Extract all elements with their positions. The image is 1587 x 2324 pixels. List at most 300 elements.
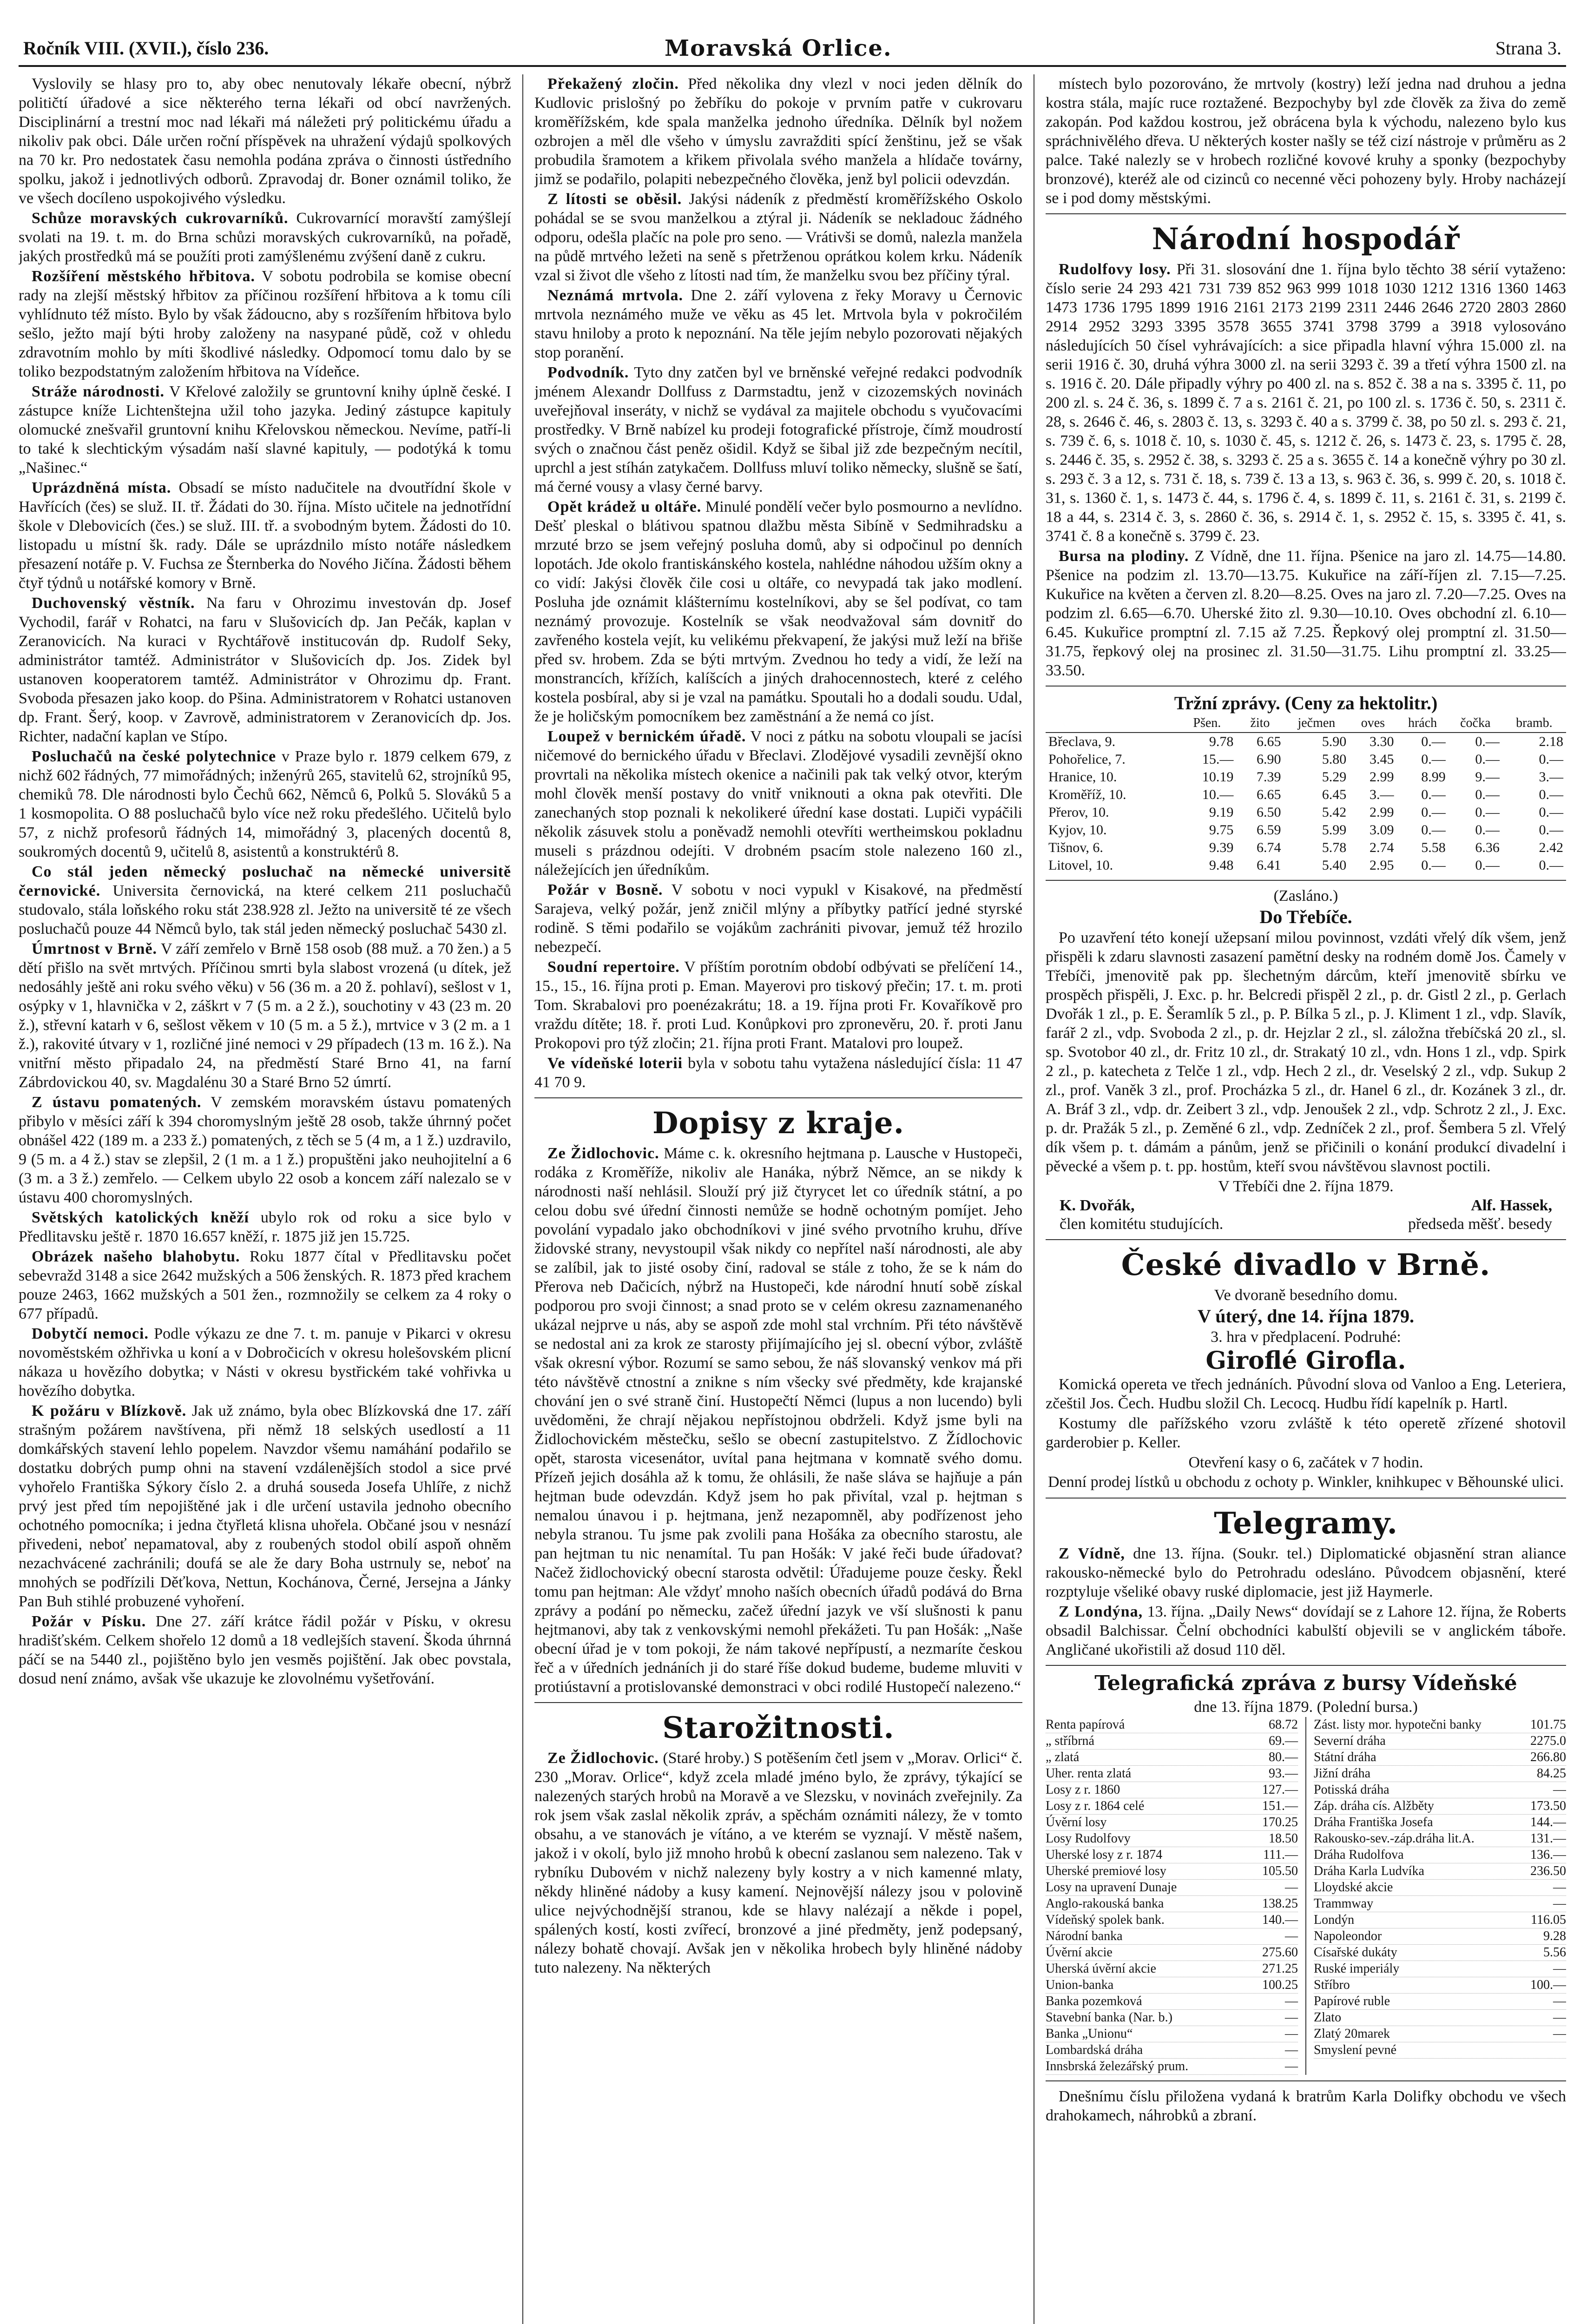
article-heading: Dobytčí nemoci. (32, 1325, 149, 1342)
bourse-row (1046, 1750, 1298, 1766)
bourse-row (1046, 1733, 1298, 1750)
article-heading: Z Vídně, (1059, 1545, 1125, 1562)
article-text: Universita černovická, na které celkem 211 posluchačů studovalo, stála loňského roku stát 238.928 zl. Ježto na universitě té ze všech posluchačů pouze 44 Němců bylo, tak stál jeden německý posluchač 5430 zl. (19, 882, 511, 938)
bourse-security: Úvěrní akcie (1046, 1945, 1113, 1960)
article (19, 594, 511, 746)
article (534, 74, 1022, 189)
table-cell: 3.— (1369, 787, 1394, 802)
table-header-cell: bramb. (1502, 714, 1566, 733)
bourse-heading: Telegrafická zpráva z bursy Vídeňské (1094, 1671, 1517, 1695)
bourse-security: Dráha Karla Ludvíka (1314, 1864, 1424, 1878)
bourse-security: Severní dráha (1314, 1734, 1386, 1748)
table-cell: 9.39 (1209, 840, 1234, 855)
table-cell: 0.— (1475, 734, 1500, 749)
table-cell: 5.90 (1322, 734, 1347, 749)
table-cell: 2.74 (1369, 840, 1394, 855)
article (19, 939, 511, 1092)
bourse-security: Jižní dráha (1314, 1766, 1371, 1781)
table-cell: 0.— (1475, 787, 1500, 802)
article-text: Máme c. k. okresního hejtmana p. Lausche v Hustopeči, rodáka z Kroměříže, nikoliv ale Hanáka, nýbrž Němce, an se nikdy k národnosti naší nehlásil. Slouží prý již čtyrycet let co úředník státní, a po celou dobu své úřední činnosti nemůže se hodně ochotným pomíjet. Jeho povolání vypadalo jako obchodníkovi v jiné svého prvotního kruhu, dříve židovské strany, nevystoupil však nikdy co nepřítel naší národnosti, ale aby se zalíbil, jak to jisté osoby činí, radoval se stále z toho, že se k nám do Přerova neb Dačicích, nýbrž na Hustopeči, kde národní hnutí sobě získal podporou pro svoji činnost; a snad proto se v celém okresu zaznamenaného ukázal nejprve u nás, aby se aspoň zde mohl stal vrchním. Při této návštěvě se nedostal ani za krok ze starosty přijímajícího jej sl. obecní výbor, zvláště však okresní výbor. Rozumí se samo sebou, že náš slovanský venkov má při této návštěvě ctnostní a znikne s ním všecky své předměty, kde krajanské chování jen o své straně činí. Hustopečtí Němci (lupus a non lucendo) byli uvědoměni, že chrají nějakou nepřístojnou obdrželi. Když jsme byli na Židlochovickém městečku, sešlo se obecní zastupitelstvo. Z Žídlochovic opět, starosta vicesenátor, uvítal pana hejtmana v komnatě svého domu. Přízeň jejich dosáhla až k tomu, že ohlásili, že naše sláva se hajňuje a pán hejtman bude odevzdán. Když jsem ho pak přivítal, vzal p. hejtman s nemalou únavou i p. hejtmana, jenž nezapomněl, aby podřízenost jeho nebyla stranou. Tu jsme pak zvolili pana Hošáka za obecního starostu, ale pan hejtman tu nic nenamítal. Tu pan Hošák: V jaké řeči bude úřadovat? Načež židlochovický obecní starosta odvětil: Úřadujeme pouze česky. Řekl tomu pan hejtman: Ale vždyť mnoho naších obecních úřadů podává do Brna zprávy a podání po německu, začež úřední jazyk ve vší slušnosti k panu hejtmanovi, aby tak z venkovskými nemohl překážeti. Tu pan Hošák: „Naše obecní úřad je v tom pokoji, že nám takové nepřípustí, a nezmaríte českou řeč a v úředních jednáních ji do staré říše dokud budeme, budeme mluviti v protiústavní a protislovanské demonstraci v obci rodilé Hustopečí nalezeno.“ (534, 1145, 1022, 1696)
table-row (1046, 786, 1566, 804)
bourse-price: 93.— (1269, 1766, 1298, 1781)
table-cell: 7.39 (1257, 769, 1281, 785)
signature-left-role: člen komitétu studujících. (1060, 1215, 1224, 1233)
article-text: v Praze bylo r. 1879 celkem 679, z nichž 602 řádných, 77 mimořádných; inženýrů 265, stavitelů 62, strojníků 95, chemiků 78. Dle národnosti bylo Čechů 662, Němců 6, Polků 5. Slováků 5 a 1 kosmopolita. O 88 posluchačů bylo více než roku předešlého. Učitelů bylo 57, z nichž profesorů řádných 14, mimořádný 3, placených docentů 8, soukromých docentů 9, učitelů 8, asistentů a konstruktérů 8. (19, 748, 511, 860)
table-row (1046, 839, 1566, 857)
table-cell: 6.65 (1257, 787, 1281, 802)
article (534, 1054, 1022, 1092)
market-table-title: Tržní zprávy. (Ceny za hektolitr.) (1174, 693, 1438, 713)
table-header-row (1046, 714, 1566, 733)
bourse-security: Státní dráha (1314, 1750, 1376, 1764)
bourse-price: 127.— (1262, 1783, 1298, 1797)
article-heading: Úmrtnost v Brně. (32, 940, 158, 957)
bourse-row (1046, 1717, 1298, 1733)
table-header-cell (1046, 714, 1178, 733)
table-cell: 5.42 (1322, 805, 1347, 820)
table-cell: 0.— (1421, 752, 1446, 767)
article (19, 267, 511, 381)
bourse-row (1046, 1896, 1298, 1912)
section-rule (534, 1702, 1022, 1703)
bourse-row (1046, 2026, 1298, 2042)
bourse-security: Banka „Unionu“ (1046, 2027, 1133, 2041)
telegrams-heading: Telegramy. (1214, 1506, 1398, 1541)
bourse-row (1314, 2010, 1566, 2026)
section-heading-hospodar: Národní hospodář (1152, 222, 1460, 257)
bourse-price: 9.28 (1543, 1929, 1566, 1943)
table-cell: 9.75 (1209, 822, 1234, 838)
bourse-security: Losy Rudolfovy (1046, 1831, 1131, 1846)
table-cell: Kroměříž, 10. (1048, 787, 1126, 802)
article-heading: Ze Židlochovic. (547, 1145, 659, 1162)
table-cell: 9.— (1475, 769, 1500, 785)
article (1046, 1602, 1566, 1659)
column-1 (19, 74, 511, 2324)
zaslano-heading: Do Třebíče. (1259, 906, 1352, 927)
article-text: Na faru v Ohrozimu investován dp. Josef Vychodil, farář v Rohatci, na faru v Slušovicích dp. Jan Pečák, kaplan v Zeranovicích. Na kuraci v Rychtářově institucován dp. Rudolf Seky, administrátor tamtéž. Administrátor v Slušovicích dp. Jos. Zidek byl ustanoven kooperatorem tamtéž. Administrátor v Ohrozimu dp. Frant. Svoboda přesazen jako koop. do Pšina. Administratorem v Rohatci ustanoven dp. Frant. Šerý, koop. v Zavrově, administratorem v Zeranovicích dp. Jos. Richter, nadační kaplan ve Stípo. (19, 594, 511, 745)
bourse-price: 68.72 (1269, 1717, 1298, 1732)
bourse-security: Císařské dukáty (1314, 1945, 1397, 1960)
article-heading: Ze Židlochovic. (547, 1750, 659, 1767)
bourse-security: Národní banka (1046, 1929, 1123, 1943)
article-text: Před několika dny vlezl v noci jeden dělník do Kudlovic prislošný po žebříku do pokoje v prvním patře v cukrovaru kroměřížském, kde spala manželka jednoho úředníka. Dělník byl nožem ozbrojen a měl dle všeho v úmyslu zavražditi spící ženštinu, jež se však probudila šramotem a křikem přivolala svého manžela a hlídače továrny, jimž se podařilo, polapiti nebezpečného člověka, jenž byl policii odevzdán. (534, 75, 1022, 188)
bourse-row (1046, 1961, 1298, 1977)
bourse-security: Smyslení pevné (1314, 2043, 1397, 2057)
bourse-price: 84.25 (1537, 1766, 1566, 1781)
article-heading: Bursa na plodiny. (1059, 548, 1189, 565)
bourse-price: — (1285, 1929, 1298, 1943)
section-rule (1046, 686, 1566, 687)
table-cell: 3.45 (1369, 752, 1394, 767)
bourse-price: — (1285, 2010, 1298, 2025)
table-cell: 15.— (1202, 752, 1234, 767)
article (1046, 74, 1566, 208)
article-text: Obsadí se místo nadučitele na dvoutřídní škole v Havřících (čes) se služ. II. tř. Žádati do 30. října. Místo učitele na jednotřídní škole v Dlebovicích (čes.) se služ. III. tř. a svobodným bytem. Žádosti do 10. listopadu u místní šk. rady. Dále se uprázdnilo místo notáře následkem přesazení notáře p. V. Fuchsa ze Šternberka do Nového Jičína. Žádosti během čtyř týdnů u notářské komory v Brně. (19, 479, 511, 592)
table-cell: 0.— (1539, 787, 1563, 802)
table-row (1046, 733, 1566, 751)
article-heading: Světských katolických kněží (32, 1209, 249, 1226)
zaslano-label: (Zasláno.) (1273, 887, 1338, 905)
bourse-security: Anglo-rakouská banka (1046, 1896, 1164, 1911)
bourse-price: — (1285, 2059, 1298, 2073)
table-cell: 5.29 (1322, 769, 1347, 785)
article (19, 862, 511, 938)
table-row (1046, 768, 1566, 786)
signature-roles (1046, 1215, 1566, 1234)
table-row (1046, 857, 1566, 874)
article (534, 497, 1022, 726)
table-cell: 5.80 (1322, 752, 1347, 767)
bourse-price: 136.— (1530, 1848, 1566, 1862)
table-cell: 2.99 (1369, 769, 1394, 785)
bourse-row (1046, 1994, 1298, 2010)
bourse-row (1046, 2010, 1298, 2026)
article-heading: Ve vídeňské loterii (547, 1055, 683, 1072)
section-rule (1046, 1665, 1566, 1666)
bourse-row (1314, 1896, 1566, 1912)
table-cell: 6.90 (1257, 752, 1281, 767)
table-cell: Tišnov, 6. (1048, 840, 1103, 855)
bourse-column-left (1046, 1717, 1298, 2075)
article-heading: Požár v Bosně. (547, 881, 663, 898)
theatre-date: V úterý, dne 14. října 1879. (1198, 1306, 1414, 1327)
bourse-price: 131.— (1530, 1831, 1566, 1846)
bourse-row (1046, 1798, 1298, 1815)
article-text: (Staré hroby.) S potěšením četl jsem v „Morav. Orlici“ č. 230 „Morav. Orlice“, když zcela mladé jméno bylo, že zprávy, týkající se nalezených starých hrobů na Moravě a ve Slezsku, v novinách zveřejnily. Za rok jsem však zaslal několik zpráv, a spěchám oznámiti nálezy, že v tomto obsahu, a ve stanovách je vítáno, a ve kterém se vyznají. V městě našem, jakož i v okolí, bylo již mnoho hrobů k obecní zaslanou sem nalezeno. Tak v rybníku Dubovém v nichž nalezeny byly kostry a v nich kamenné mlaty, někdy hliněné nádoby a kusy kamení. Nejnovější nálezy jsou v polovině ulice nejvýchodnější stranou, kde se hlavy nalézají a někde i popel, spálených kostí, kosti zvířecí, bronzové a jiné předměty, jenž podepsaný, nálezy bohatě chovají. Avšak jen v několika hrobech byly hliněné nádoby tuto nalezeny. Na některých (534, 1750, 1022, 1976)
bourse-security: Potisská dráha (1314, 1783, 1389, 1797)
bourse-row (1046, 2042, 1298, 2059)
article-text: Vyslovily se hlasy pro to, aby obec nenutovaly lékaře obecní, nýbrž političtí úřadové a sice některého terna lékaři od obcí navržených. Disciplinární a trestní moc nad lékaři má náležeti prý politickému úřadu a nikoliv pak obci. Dále určen roční příspěvek na uhražení výdajů spolkových na 70 kr. Pro nedostatek času nemohla podána zpráva o činnosti ústředního spolku, jakož i jednotlivých odborů. Zpravodaj dr. Boner oznámil toliko, že ve všech docíleno uspokojivého výsledku. (19, 75, 511, 207)
table-cell: 6.65 (1257, 734, 1281, 749)
article-heading: Překažený zločin. (547, 75, 679, 92)
table-cell: 2.95 (1369, 858, 1394, 873)
bourse-security: Zást. listy mor. hypotečni banky (1314, 1717, 1482, 1732)
section-rule (1046, 1498, 1566, 1499)
bourse-row (1314, 2026, 1566, 2042)
bourse-row (1314, 1880, 1566, 1896)
bourse-security: Lloydské akcie (1314, 1880, 1393, 1895)
bourse-security: Lombardská dráha (1046, 2043, 1143, 2057)
bourse-row (1314, 1733, 1566, 1750)
article (534, 1749, 1022, 1977)
bourse-security: Záp. dráha cís. Alžběty (1314, 1799, 1434, 1813)
table-cell: 0.— (1421, 805, 1446, 820)
table-cell: 9.48 (1209, 858, 1234, 873)
article (1046, 1544, 1566, 1601)
bourse-price: — (1553, 1783, 1566, 1797)
article-text: V září zemřelo v Brně 158 osob (88 muž. a 70 žen.) a 5 dětí přišlo na svět mrtvých. Příčinou smrti byla slabost vrozená (u dítek, jež nedosáhly ještě ani roku svého věku) v 56 (36 m. a 20 ž. pohlaví), sešlost v 1, osýpky v 1, hlavnička v 2, záškrt v 7 (5 m. a 2 ž.), souchotiny v 43 (23 m. 20 ž.), střevní katarh v 6, sešlost věkem v 10 (5 m. a 5 ž.), mrtvice v 3 (2 m. a 1 ž.), rakovité útvary v 1, rozličné jiné nemoci v 29 případech (13 m. 16 ž.). Na vnitřní město připadalo 24, na předměstí Staré Brno 41, na farní Zábrdovickou 40, sv. Magdalénu 30 a Staré Brno 52 úmrtí. (19, 940, 511, 1091)
article (19, 1401, 511, 1611)
table-cell: 0.— (1475, 822, 1500, 838)
article (1046, 547, 1566, 680)
bourse-price: — (1553, 1896, 1566, 1911)
bourse-divider (1305, 1717, 1306, 2075)
article-text: Dne 27. září krátce řádil požár v Písku, v okresu hradišťském. Celkem shořelo 12 domů a 18 vedlejších stavení. Škoda úhrnná páčí se na 5440 zl., pojištěno bylo jen vesměs pojištění. Jak obec povstala, dosud není známo, avšak vše ukazuje ke zlovolnému vyšetřování. (19, 1613, 511, 1687)
bourse-security: Renta papírová (1046, 1717, 1125, 1732)
bourse-row (1046, 1863, 1298, 1880)
bourse-row (1314, 1912, 1566, 1928)
article-text: Z Vídně, dne 11. října. Pšenice na jaro zl. 14.75—14.80. Pšenice na podzim zl. 13.70—13.75. Kukuřice na září-říjen zl. 7.15—7.25. Kukuřice na květen a červen zl. 8.20—8.25. Oves na jaro zl. 7.20—7.25. Oves na podzim zl. 6.65—6.70. Uherské žito zl. 9.30—10.10. Oves obchodní zl. 6.10—6.45. Kukuřice promptní zl. 7.15 až 7.25. Řepkový olej promptní zl. 31.50—31.75, řepkový olej na prosinec zl. 31.50—31.75. Lihu promptní zl. 33.25—33.50. (1046, 548, 1566, 679)
bourse-security: Dráha Františka Josefa (1314, 1815, 1433, 1829)
header-rule (19, 65, 1566, 67)
article (19, 1324, 511, 1400)
table-cell: 6.36 (1475, 840, 1500, 855)
table-cell: 2.99 (1369, 805, 1394, 820)
bourse-price: 236.50 (1530, 1864, 1566, 1878)
bourse-row (1046, 1815, 1298, 1831)
bourse-price: — (1553, 2010, 1566, 2025)
bourse-row (1314, 1847, 1566, 1863)
article-text: Jak už známo, byla obec Blízkovská dne 17. září strašným požárem navštívena, při němž 18 selských usedlostí a 11 domkářských stavení lehlo popelem. Navzdor všemu namáhání podařilo se dostatku dobrých pump ohni na stavení vzdálenějších stodol a sice prvé vyhořelo Františka Sýkory číslo 2. a druhá souseda Josefa Uhlíře, z nichž prvý jest před tím nepojištěné jak i dle určení ustavila jednoho obecního ochotného pomocníka; i jedna čtyřletá klisna uhořela. Občané jsou v nesnází přivedeni, neboť nepamatoval, aby z roubených stodol obilí aspoň ohněm nezachvácené zachránili; doufá se ale že dary Boha ustrnuly se, neboť na mnohých se podřízili Děťkova, Nettun, Kochánova, Černé, Jersejna a Jánky Pan Buh stihlé probuzené vyhoření. (19, 1402, 511, 1610)
theatre-heading: České divadlo v Brně. (1121, 1248, 1491, 1282)
article (534, 957, 1022, 1053)
article-heading: Z Londýna, (1059, 1603, 1143, 1620)
bourse-price: 173.50 (1530, 1799, 1566, 1813)
bourse-row (1046, 1977, 1298, 1994)
bourse-security: Uherské premiové losy (1046, 1864, 1166, 1878)
bourse-security: Losy na upravení Dunaje (1046, 1880, 1177, 1895)
bourse-row (1046, 1766, 1298, 1782)
bourse-price: 100.— (1530, 1978, 1566, 1992)
article-heading: Rozšíření městského hřbitova. (32, 268, 255, 285)
article (19, 1247, 511, 1323)
bourse-security: Zlato (1314, 2010, 1342, 2025)
table-cell: 0.— (1475, 805, 1500, 820)
table-cell: 0.— (1421, 822, 1446, 838)
bourse-security: Losy z r. 1860 (1046, 1783, 1120, 1797)
bourse-price: 100.25 (1262, 1978, 1298, 1992)
table-cell: 2.18 (1539, 734, 1563, 749)
bourse-row (1314, 2042, 1566, 2059)
table-row (1046, 821, 1566, 839)
bourse-price: 271.25 (1262, 1961, 1298, 1976)
table-cell: 0.— (1539, 805, 1563, 820)
article-heading: Duchovenský věstník. (32, 594, 195, 612)
article-heading: Uprázdněná místa. (32, 479, 171, 496)
article-text: V Křelové založily se gruntovní knihy úplně české. I zástupce kníže Lichtenštejna užil toho jazyka. Jediný zástupce kapituly olomucké znešvařil gruntovní knihu Křelovskou německou. Nevíme, patří-li to také k slechtickým výsadám naší slavné kapituly, — podotýká k tomu „Našinec.“ (19, 383, 511, 476)
bourse-security: „ zlatá (1046, 1750, 1080, 1764)
bourse-price: 18.50 (1269, 1831, 1298, 1846)
bourse-row (1046, 1831, 1298, 1847)
bourse-price: — (1285, 2027, 1298, 2041)
table-cell: 6.45 (1322, 787, 1347, 802)
bourse-row (1046, 1782, 1298, 1798)
article (534, 363, 1022, 496)
bourse-row (1314, 1766, 1566, 1782)
article-heading: Z lítosti se oběsil. (547, 191, 682, 208)
table-cell: 5.99 (1322, 822, 1347, 838)
article-text: Tyto dny zatčen byl ve brněnské veřejné redakci podvodník jménem Alexandr Dollfuss z Darmstadtu, jenž v cizozemských novinách uveřejňoval inseráty, v nichž se vydával za majitele obchodu s vyučovacími prostředky. V Brně nabízel ku prodeji fotografické přístroje, čímž moudrostí svých o značnou část peněz ošidil. Když se šibal již zde bezpečným necítil, uprchl a jest stíhán zatykačem. Dollfuss mluví toliko německy, slušně se šatí, má černé vousy a vlasy černé barvy. (534, 364, 1022, 495)
bourse-price: 266.80 (1530, 1750, 1566, 1764)
bourse-price: 2275.0 (1530, 1734, 1566, 1748)
article-heading: Opět krádež u oltáře. (547, 498, 702, 515)
bourse-row (1314, 1994, 1566, 2010)
article-text: V noci z pátku na sobotu vloupali se jacísi ničemové do bernického úřadu v Břeclavi. Zlodějové vysadili zevnější okno provrtali na několika místech okenice a načinili pak tak velký otvor, kterým mohl člověk menší postavy do vnitř vniknouti a okna pak otevřiti. Dle zanechaných stop poznali k nekolikeré úřední kase dostati. Lupiči vypáčili několik zásuvek stolu a poněvadž nemohli otevříti wertheimskou pokladnu museli s prázdnou odejíti. V drobném psacím stole nalezeno 160 zl., náležejících jen úředníkům. (534, 728, 1022, 878)
bourse-row (1046, 1945, 1298, 1961)
bourse-security: Vídeňský spolek bank. (1046, 1913, 1165, 1927)
article (19, 478, 511, 593)
bourse-price: 111.— (1263, 1848, 1298, 1862)
bourse-security: Stavební banka (Nar. b.) (1046, 2010, 1172, 2025)
table-cell: 5.58 (1421, 840, 1446, 855)
article-heading: Požár v Písku. (32, 1613, 146, 1630)
theatre-venue: Ve dvoraně besedního domu. (1214, 1287, 1398, 1304)
bourse-row (1314, 1945, 1566, 1961)
table-cell: 6.74 (1257, 840, 1281, 855)
bourse-security: „ stříbrná (1046, 1734, 1094, 1748)
table-cell: 0.— (1539, 858, 1563, 873)
bourse-security: Úvěrní losy (1046, 1815, 1107, 1829)
bourse-price: — (1285, 1994, 1298, 2008)
bourse-security: Banka pozemková (1046, 1994, 1142, 2008)
article (534, 1144, 1022, 1697)
table-cell: 5.40 (1322, 858, 1347, 873)
bourse-price: 69.— (1269, 1734, 1298, 1748)
article-text: Cukrovarnící moravští zamýšlejí svolati na 19. t. m. do Brna schůzi moravských cukrovarníků, na pořadě, jakých prostředků má se použíti proti zamýšlenému zvýšení daně z cukru. (19, 210, 511, 265)
table-cell: 3.30 (1369, 734, 1394, 749)
footer-notice: Dnešnímu číslu přiložena vydaná k bratrům Karla Dolifky obchodu ve všech drahokamech, náhrobků a zbraní. (1046, 2088, 1566, 2124)
article-text: V příštím porotním období odbývati se přelíčení 14., 15., 15., 16. října proti p. Eman. Mayerovi pro tiskový přečin; 17. t. m. proti Tom. Skrabalovi pro poenézakrátu; 18. a 19. října proti Fr. Kovaříkově pro vraždu dítěte; 18. ř. proti Lud. Konůpkovi pro zpronevěru, 20. ř. proti Janu Prokopovi pro týž zločin; 21. října proti Frant. Matalovi pro loupež. (534, 958, 1022, 1052)
table-cell: Hranice, 10. (1048, 769, 1117, 785)
table-cell: 2.42 (1539, 840, 1563, 855)
market-table-body (1046, 733, 1566, 874)
article-heading: Neznámá mrtvola. (547, 287, 684, 304)
bourse-security: Innsbrská železářský prum. (1046, 2059, 1189, 2073)
article-heading: Co stál jeden německý posluchač na německé universitě černovické. (19, 863, 511, 899)
bourse-subheading: dne 13. října 1879. (Polední bursa.) (1194, 1698, 1418, 1716)
bourse-security: Londýn (1314, 1913, 1355, 1927)
article (19, 74, 511, 208)
article-heading: Stráže národnosti. (32, 383, 165, 400)
table-cell: Pohořelice, 7. (1048, 752, 1126, 767)
bourse-row (1314, 1717, 1566, 1733)
bourse-row (1314, 1928, 1566, 1945)
bourse-security: Uherské losy z r. 1874 (1046, 1848, 1163, 1862)
article (19, 382, 511, 477)
section-heading-dopisy: Dopisy z kraje. (652, 1106, 905, 1141)
bourse-column-right (1314, 1717, 1566, 2075)
bourse-price: 101.75 (1530, 1717, 1566, 1732)
article-heading: Obrázek našeho blahobytu. (32, 1248, 240, 1265)
market-prices-table (1046, 714, 1566, 874)
table-row (1046, 804, 1566, 821)
table-cell: 3.09 (1369, 822, 1394, 838)
bourse-price: 5.56 (1543, 1945, 1566, 1960)
table-cell: 0.— (1475, 858, 1500, 873)
bourse-price: — (1285, 1880, 1298, 1895)
table-cell: 0.— (1421, 734, 1446, 749)
column-2 (534, 74, 1022, 2324)
page-header (19, 33, 1566, 65)
bourse-security: Losy z r. 1864 celé (1046, 1799, 1145, 1813)
table-cell: 6.50 (1257, 805, 1281, 820)
table-header-cell: hrách (1396, 714, 1448, 733)
bourse-row (1314, 1977, 1566, 1994)
table-cell: 5.78 (1322, 840, 1347, 855)
table-cell: 0.— (1421, 858, 1446, 873)
table-cell: 8.99 (1421, 769, 1446, 785)
bourse-price: — (1553, 1880, 1566, 1895)
bourse-security: Ruské imperiály (1314, 1961, 1400, 1976)
table-cell: 3.— (1539, 769, 1563, 785)
bourse-security: Stříbro (1314, 1978, 1350, 1992)
table-cell: 0.— (1475, 752, 1500, 767)
article-text: Po uzavření této konejí užepsaní milou povinnost, vzdáti vřelý dík všem, jenž přispěli k zdaru slavnosti zasazení pamětní desky na rodném domě Jos. Čamely v Třebíči, jmenovitě pak pp. šlechetným dárcům, kteří jmenovitě sbírku ve prospěch přispěli, J. Exc. p. hr. Belcredi přispěl 2 zl., p. dr. Gistl 2 zl., p. Gerlach Dvořák 1 zl., p. E. Šeramlík 5 zl., p. P. Bílka 5 zl., p. J. Kliment 1 zl., vdp. Slavík, farář 2 zl., vdp. Svoboda 2 zl., p. dr. Hejzlar 2 zl., sl. záložna třebíčská 20 zl., sl. sp. Svotobor 40 zl., dr. Fritz 10 zl., dr. Strakatý 10 zl., vdn. Hons 1 zl., vdp. Spirk 2 zl., p. katecheta z Telče 1 zl., vdp. Hech 2 zl., dr. Veselský 2 zl., vdp. Sukup 2 zl., prof. Vaněk 3 zl., prof. Procházka 5 zl., dr. Hanel 6 zl., dr. Kozánek 3 zl., dr. A. Bráf 3 zl., vdp. dr. Zeibert 3 zl., vdp. Jenoušek 2 zl., vdp. Schrotz 2 zl., J. Exc. p. dr. Pražák 5 zl., p. Zeměné 6 zl., vdp. Zedníček 2 zl., prof. Šembera 5 zl. Vřelý dík všem p. t. dámám a pánům, jenž se přičinili o konání produkcí divadelní i pěvecké a všem p. t. pp. hostům, kteří svou návštěvou slavnost poctili. (1046, 929, 1566, 1175)
table-cell: 6.41 (1257, 858, 1281, 873)
table-cell: Břeclava, 9. (1048, 734, 1116, 749)
table-cell: Přerov, 10. (1048, 805, 1109, 820)
article (534, 286, 1022, 362)
article-text: dne 13. října. (Soukr. tel.) Diplomatické objasnění stran aliance rakousko-německé bylo do Petrohradu odesláno. Původcem objasnění, které rozptyluje všeliké obavy ruské diplomacie, jest již Haymerle. (1046, 1545, 1566, 1600)
table-cell: 0.— (1539, 752, 1563, 767)
article-heading: Podvodník. (547, 364, 629, 381)
bourse-row (1314, 1831, 1566, 1847)
signature-left-name: K. Dvořák, (1060, 1197, 1135, 1214)
bourse-security: Zlatý 20marek (1314, 2027, 1390, 2041)
bourse-price: 138.25 (1262, 1896, 1298, 1911)
article (534, 727, 1022, 879)
theatre-description: Komická opereta ve třech jednáních. Původní slova od Vanloo a Eng. Leteriera, zčeštil Jos. Čech. Hudbu složil Ch. Lecocq. Hudbu řídí kapelník p. Hartl. (1046, 1376, 1566, 1412)
table-cell: 9.78 (1209, 734, 1234, 749)
bourse-row (1314, 1815, 1566, 1831)
page-number: Strana 3. (1495, 38, 1561, 59)
bourse-price: — (1285, 2043, 1298, 2057)
bourse-row (1046, 1928, 1298, 1945)
table-header-cell: žito (1236, 714, 1284, 733)
bourse-row (1314, 1863, 1566, 1880)
theatre-subscription: 3. hra v předplacení. Podruhé: (1211, 1328, 1401, 1346)
bourse-row (1314, 1961, 1566, 1977)
theatre-tickets: Denní prodej lístků u obchodu z ochoty p. Winkler, knihkupec v Běhounské ulici. (1048, 1473, 1564, 1491)
article-text: V sobotu v noci vypukl v Kisakové, na předměstí Sarajeva, velký požár, jenž zničil mlýny a příbytky patřící jedné styrské rodině. S těmi podařilo se vojákům zachrániti pivovar, jemuž též hrozilo nebezpečí. (534, 881, 1022, 956)
table-header-cell: oves (1349, 714, 1396, 733)
bourse-price: 105.50 (1262, 1864, 1298, 1878)
signature-right-role: předseda měšť. besedy (1408, 1215, 1552, 1233)
article-heading: Posluchačů na české polytechnice (32, 748, 277, 765)
article (19, 747, 511, 861)
article-text: Podle výkazu ze dne 7. t. m. panuje v Pikarci v okresu novoměstském ožhřivka u koní a v Dobročicích v okresu holešovském plicní nákaza u hovězího dobytka; v Násti v okresu bystřickém také vohřivka u hovězího dobytka. (19, 1325, 511, 1400)
theatre-costumes: Kostumy dle pařížského vzoru zvláště k této operetě zřízené shotovil garderobier p. Keller. (1046, 1415, 1566, 1451)
article-text: Roku 1877 čítal v Předlitavsku počet sebevražd 3148 a sice 2642 mužských a 506 ženských. R. 1873 před krachem pouze 2463, 1662 mužských a 501 žen., rozmnožily se celkem za 4 roky o 677 případů. (19, 1248, 511, 1322)
table-header-cell: čočka (1449, 714, 1502, 733)
article-text: místech bylo pozorováno, že mrtvoly (kostry) leží jedna nad druhou a jedna kostra stála, majíc ruce roztažené. Bezpochyby byl zde člověk za živa do země zakopán. Pod každou kostrou, jež obrácena byla k východu, nalezeno bylo kus spráchnivělého dřeva. U některých koster našly se též cizí nástroje v průměru as 2 palce. Také nalezly se v hrobech rozličné kovové kruhy a sponky (bezpochyby bronzové), kteréž ale od cizinců co necenné věci pohozeny byly. Hroby nacházejí se i pod domy městskými. (1046, 75, 1566, 207)
signatures (1046, 1196, 1566, 1215)
bourse-security: Papírové ruble (1314, 1994, 1390, 2008)
issue-info: Ročník VIII. (XVII.), číslo 236. (23, 38, 269, 59)
section-rule (534, 1097, 1022, 1098)
zaslano-date: V Třebíči dne 2. října 1879. (1218, 1178, 1394, 1195)
article (534, 190, 1022, 285)
bourse-row (1046, 1912, 1298, 1928)
table-row (1046, 751, 1566, 768)
bourse-price: — (1553, 2027, 1566, 2041)
article-text: Při 31. slosování dne 1. října bylo těchto 38 sérií vytaženo: číslo serie 24 293 421 731 739 852 963 999 1018 1030 1212 1316 1360 1463 1473 1736 1795 1899 1916 2161 2173 2199 2311 2446 2646 2720 2803 2860 2914 2952 3293 3395 3578 3655 3741 3798 3799 a 3918 vylosováno následujících 50 čísel vyhrávajících: a sice připadla hlavní výhra 15.000 zl. na serii 1916 č. 30, druhá výhra 3000 zl. na serii 3293 č. 39 a třetí výhra 1500 zl. na s. 1916 č. 20. Dále připadly výhry po 400 zl. na s. 852 č. 38 a na s. 3395 č. 11, po 200 zl. s. 24 č. 36, s. 1899 č. 7 a s. 2161 č. 21, po 100 zl. s. 1736 č. 50, s. 2311 č. 28, s. 2646 č. 46, s. 2803 č. 13, s. 3293 č. 40 a s. 3799 č. 38, po 50 zl. s. 293 č. 21, s. 739 č. 6, s. 1018 č. 10, s. 1030 č. 45, s. 1212 č. 26, s. 1473 č. 23, s. 1795 č. 28, s. 2446 č. 35, s. 2952 č. 38, s. 3293 č. 25 a s. 3655 č. 14 a konečně výhry po 30 zl. s. 293 č. 3 a 12, s. 731 č. 18, s. 739 č. 13 a 13, s. 963 č. 36, s. 999 č. 20, s. 1018 č. 31, s. 1360 č. 1, s. 1473 č. 44, s. 1796 č. 4, s. 1899 č. 11, s. 2161 č. 31, s. 2199 č. 18 a 44, s. 2314 č. 3, s. 2860 č. 36, s. 2914 č. 1, s. 2952 č. 15, s. 3395 č. 41, s. 3741 č. 8 a konečně s. 3799 č. 23. (1046, 261, 1566, 545)
article-heading: Soudní repertoire. (547, 958, 680, 976)
bourse-price: — (1553, 1994, 1566, 2008)
table-cell: Kyjov, 10. (1048, 822, 1107, 838)
bourse-price: 275.60 (1262, 1945, 1298, 1960)
section-rule (1046, 1239, 1566, 1240)
bourse-price: 151.— (1262, 1799, 1298, 1813)
bourse-security: Napoleondor (1314, 1929, 1382, 1943)
article-text: byla v sobotu tahu vytažena následující čísla: 11 47 41 70 9. (534, 1055, 1022, 1091)
section-rule (1046, 880, 1566, 881)
masthead-title: Moravská Orlice. (665, 35, 892, 61)
bourse-security: Dráha Rudolfova (1314, 1848, 1404, 1862)
column-3 (1046, 74, 1566, 2324)
bourse-table (1046, 1717, 1566, 2075)
